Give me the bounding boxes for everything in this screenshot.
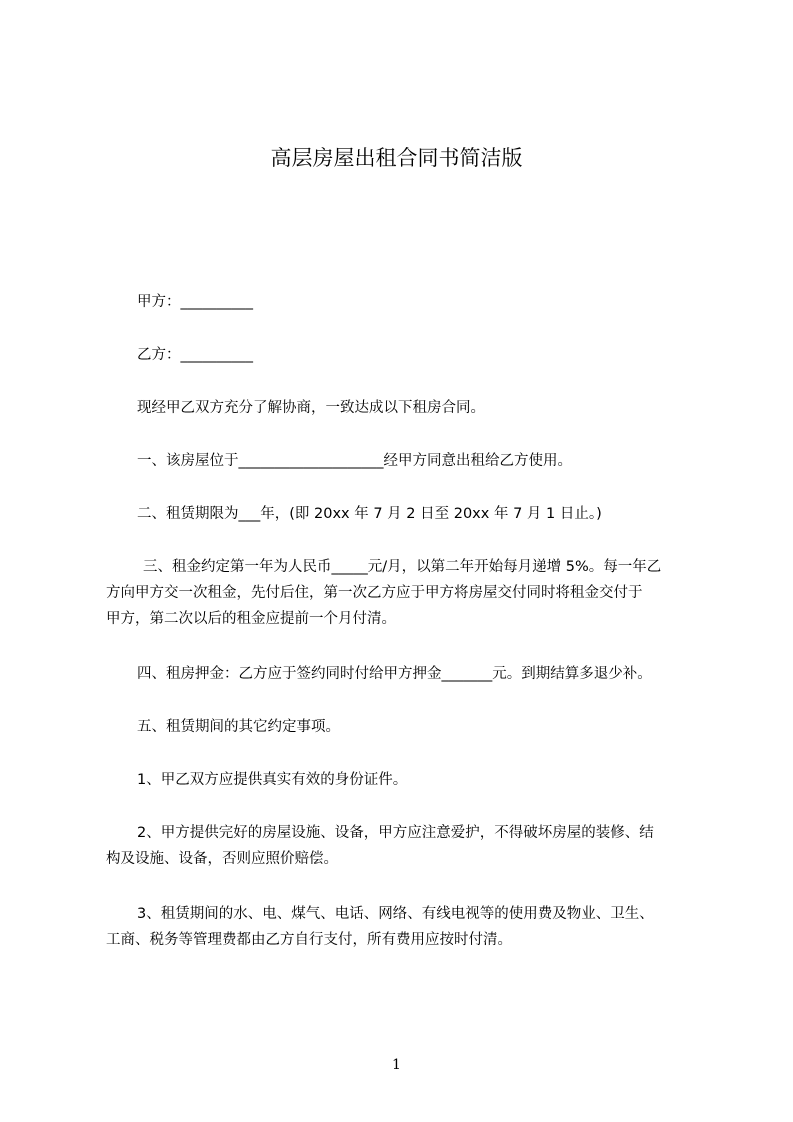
document-title: 高层房屋出租合同书简洁版 xyxy=(270,146,523,170)
clause-4: 四、租房押金：乙方应于签约同时付给甲方押金_______元。到期结算多退少补。 xyxy=(137,666,652,682)
item-1: 1、甲乙双方应提供真实有效的身份证件。 xyxy=(137,772,408,788)
party-b-line: 乙方：__________ xyxy=(137,347,253,363)
clause-1: 一、该房屋位于____________________经甲方同意出租给乙方使用。 xyxy=(137,453,572,469)
item-3-line-1: 3、租赁期间的水、电、煤气、电话、网络、有线电视等的使用费及物业、卫生、 xyxy=(137,906,654,922)
clause-2: 二、租赁期限为___年，(即 20xx 年 7 月 2 日至 20xx 年 7 月 1 日止。) xyxy=(137,506,602,522)
intro-paragraph: 现经甲乙双方充分了解协商，一致达成以下租房合同。 xyxy=(137,400,485,416)
page-number: 1 xyxy=(392,1057,401,1073)
item-2-line-2: 构及设施、设备，否则应照价赔偿。 xyxy=(106,851,338,867)
item-2-line-1: 2、甲方提供完好的房屋设施、设备，甲方应注意爱护，不得破坏房屋的装修、结 xyxy=(137,825,654,841)
item-3-line-2: 工商、税务等管理费都由乙方自行支付，所有费用应按时付清。 xyxy=(106,932,512,948)
clause-3-line-2: 方向甲方交一次租金，先付后住，第一次乙方应于甲方将房屋交付同时将租金交付于 xyxy=(106,585,643,601)
clause-3-line-3: 甲方，第二次以后的租金应提前一个月付清。 xyxy=(106,611,396,627)
party-a-line: 甲方：__________ xyxy=(137,294,253,310)
clause-5: 五、租赁期间的其它约定事项。 xyxy=(137,719,340,735)
clause-3-line-1: 三、租金约定第一年为人民币_____元/月，以第二年开始每月递增 5%。每一年乙 xyxy=(143,559,662,575)
